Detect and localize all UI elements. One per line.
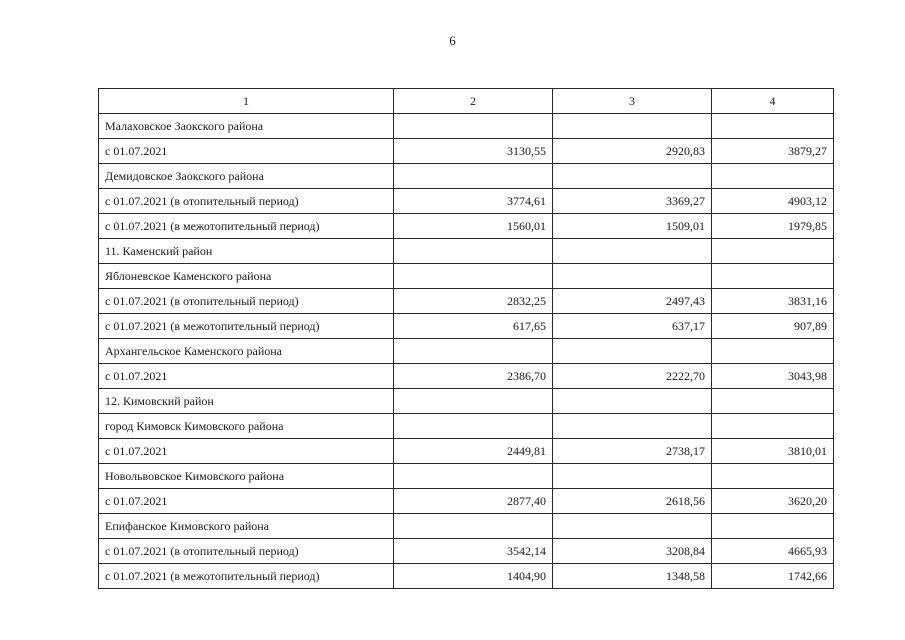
row-label-cell: с 01.07.2021 bbox=[99, 364, 394, 389]
header-row bbox=[99, 89, 834, 114]
value-cell-col-2: 1404,90 bbox=[394, 564, 553, 589]
value-cell-col-2 bbox=[394, 114, 553, 139]
value-cell-col-2: 617,65 bbox=[394, 314, 553, 339]
table-row bbox=[99, 339, 834, 364]
value-cell-col-4 bbox=[712, 339, 834, 364]
column-header-3: 3 bbox=[553, 89, 712, 114]
table-row bbox=[99, 539, 834, 564]
value-cell-col-2 bbox=[394, 339, 553, 364]
table-row bbox=[99, 389, 834, 414]
row-label-cell: с 01.07.2021 bbox=[99, 489, 394, 514]
value-cell-col-3: 2618,56 bbox=[553, 489, 712, 514]
value-cell-col-2: 3774,61 bbox=[394, 189, 553, 214]
row-label-cell: Новольвовское Кимовского района bbox=[99, 464, 394, 489]
value-cell-col-2: 2832,25 bbox=[394, 289, 553, 314]
row-label-cell: с 01.07.2021 (в межотопительный период) bbox=[99, 214, 394, 239]
value-cell-col-3 bbox=[553, 339, 712, 364]
table-row bbox=[99, 439, 834, 464]
value-cell-col-3: 2738,17 bbox=[553, 439, 712, 464]
value-cell-col-4 bbox=[712, 164, 834, 189]
row-label-cell: 11. Каменский район bbox=[99, 239, 394, 264]
value-cell-col-2: 2449,81 bbox=[394, 439, 553, 464]
value-cell-col-3: 3208,84 bbox=[553, 539, 712, 564]
value-cell-col-4: 1979,85 bbox=[712, 214, 834, 239]
value-cell-col-2 bbox=[394, 389, 553, 414]
value-cell-col-4 bbox=[712, 114, 834, 139]
value-cell-col-4: 1742,66 bbox=[712, 564, 834, 589]
table-row bbox=[99, 114, 834, 139]
column-header-4: 4 bbox=[712, 89, 834, 114]
table-header bbox=[99, 89, 834, 114]
value-cell-col-4: 3620,20 bbox=[712, 489, 834, 514]
value-cell-col-4: 4903,12 bbox=[712, 189, 834, 214]
value-cell-col-2: 3130,55 bbox=[394, 139, 553, 164]
table-body bbox=[99, 114, 834, 589]
value-cell-col-3: 1348,58 bbox=[553, 564, 712, 589]
row-label-cell: Епифанское Кимовского района bbox=[99, 514, 394, 539]
value-cell-col-4 bbox=[712, 464, 834, 489]
row-label-cell: с 01.07.2021 (в межотопительный период) bbox=[99, 314, 394, 339]
value-cell-col-2: 3542,14 bbox=[394, 539, 553, 564]
row-label-cell: Малаховское Заокского района bbox=[99, 114, 394, 139]
value-cell-col-3: 2920,83 bbox=[553, 139, 712, 164]
table-row bbox=[99, 414, 834, 439]
row-label-cell: с 01.07.2021 bbox=[99, 439, 394, 464]
value-cell-col-3 bbox=[553, 464, 712, 489]
table-row bbox=[99, 189, 834, 214]
table-row bbox=[99, 564, 834, 589]
table-row bbox=[99, 139, 834, 164]
value-cell-col-4: 3810,01 bbox=[712, 439, 834, 464]
value-cell-col-3: 1509,01 bbox=[553, 214, 712, 239]
value-cell-col-2 bbox=[394, 164, 553, 189]
value-cell-col-2 bbox=[394, 239, 553, 264]
value-cell-col-4: 3831,16 bbox=[712, 289, 834, 314]
row-label-cell: Яблоневское Каменского района bbox=[99, 264, 394, 289]
value-cell-col-2 bbox=[394, 514, 553, 539]
value-cell-col-4 bbox=[712, 389, 834, 414]
value-cell-col-3 bbox=[553, 414, 712, 439]
value-cell-col-4: 3043,98 bbox=[712, 364, 834, 389]
row-label-cell: с 01.07.2021 (в отопительный период) bbox=[99, 189, 394, 214]
table-row bbox=[99, 489, 834, 514]
value-cell-col-4 bbox=[712, 414, 834, 439]
table-row bbox=[99, 164, 834, 189]
tariff-table bbox=[98, 88, 834, 589]
table-row bbox=[99, 514, 834, 539]
value-cell-col-3 bbox=[553, 239, 712, 264]
value-cell-col-3 bbox=[553, 389, 712, 414]
table-row bbox=[99, 364, 834, 389]
value-cell-col-2 bbox=[394, 414, 553, 439]
column-header-2: 2 bbox=[394, 89, 553, 114]
table-row bbox=[99, 314, 834, 339]
row-label-cell: Демидовское Заокского района bbox=[99, 164, 394, 189]
page-number: 6 bbox=[449, 33, 456, 48]
row-label-cell: с 01.07.2021 (в отопительный период) bbox=[99, 539, 394, 564]
row-label-cell: город Кимовск Кимовского района bbox=[99, 414, 394, 439]
value-cell-col-4 bbox=[712, 264, 834, 289]
value-cell-col-3: 2222,70 bbox=[553, 364, 712, 389]
value-cell-col-3: 637,17 bbox=[553, 314, 712, 339]
value-cell-col-4 bbox=[712, 239, 834, 264]
value-cell-col-4: 4665,93 bbox=[712, 539, 834, 564]
row-label-cell: с 01.07.2021 (в межотопительный период) bbox=[99, 564, 394, 589]
row-label-cell: с 01.07.2021 bbox=[99, 139, 394, 164]
table-row bbox=[99, 214, 834, 239]
value-cell-col-3 bbox=[553, 264, 712, 289]
value-cell-col-4 bbox=[712, 514, 834, 539]
value-cell-col-3 bbox=[553, 164, 712, 189]
value-cell-col-3: 3369,27 bbox=[553, 189, 712, 214]
table-row bbox=[99, 239, 834, 264]
value-cell-col-2: 2877,40 bbox=[394, 489, 553, 514]
value-cell-col-3 bbox=[553, 114, 712, 139]
value-cell-col-4: 3879,27 bbox=[712, 139, 834, 164]
value-cell-col-2: 2386,70 bbox=[394, 364, 553, 389]
value-cell-col-2 bbox=[394, 264, 553, 289]
value-cell-col-2: 1560,01 bbox=[394, 214, 553, 239]
table-row bbox=[99, 264, 834, 289]
value-cell-col-4: 907,89 bbox=[712, 314, 834, 339]
table-row bbox=[99, 464, 834, 489]
row-label-cell: 12. Кимовский район bbox=[99, 389, 394, 414]
value-cell-col-3: 2497,43 bbox=[553, 289, 712, 314]
value-cell-col-2 bbox=[394, 464, 553, 489]
row-label-cell: с 01.07.2021 (в отопительный период) bbox=[99, 289, 394, 314]
value-cell-col-3 bbox=[553, 514, 712, 539]
column-header-1: 1 bbox=[99, 89, 394, 114]
table-row bbox=[99, 289, 834, 314]
row-label-cell: Архангельское Каменского района bbox=[99, 339, 394, 364]
